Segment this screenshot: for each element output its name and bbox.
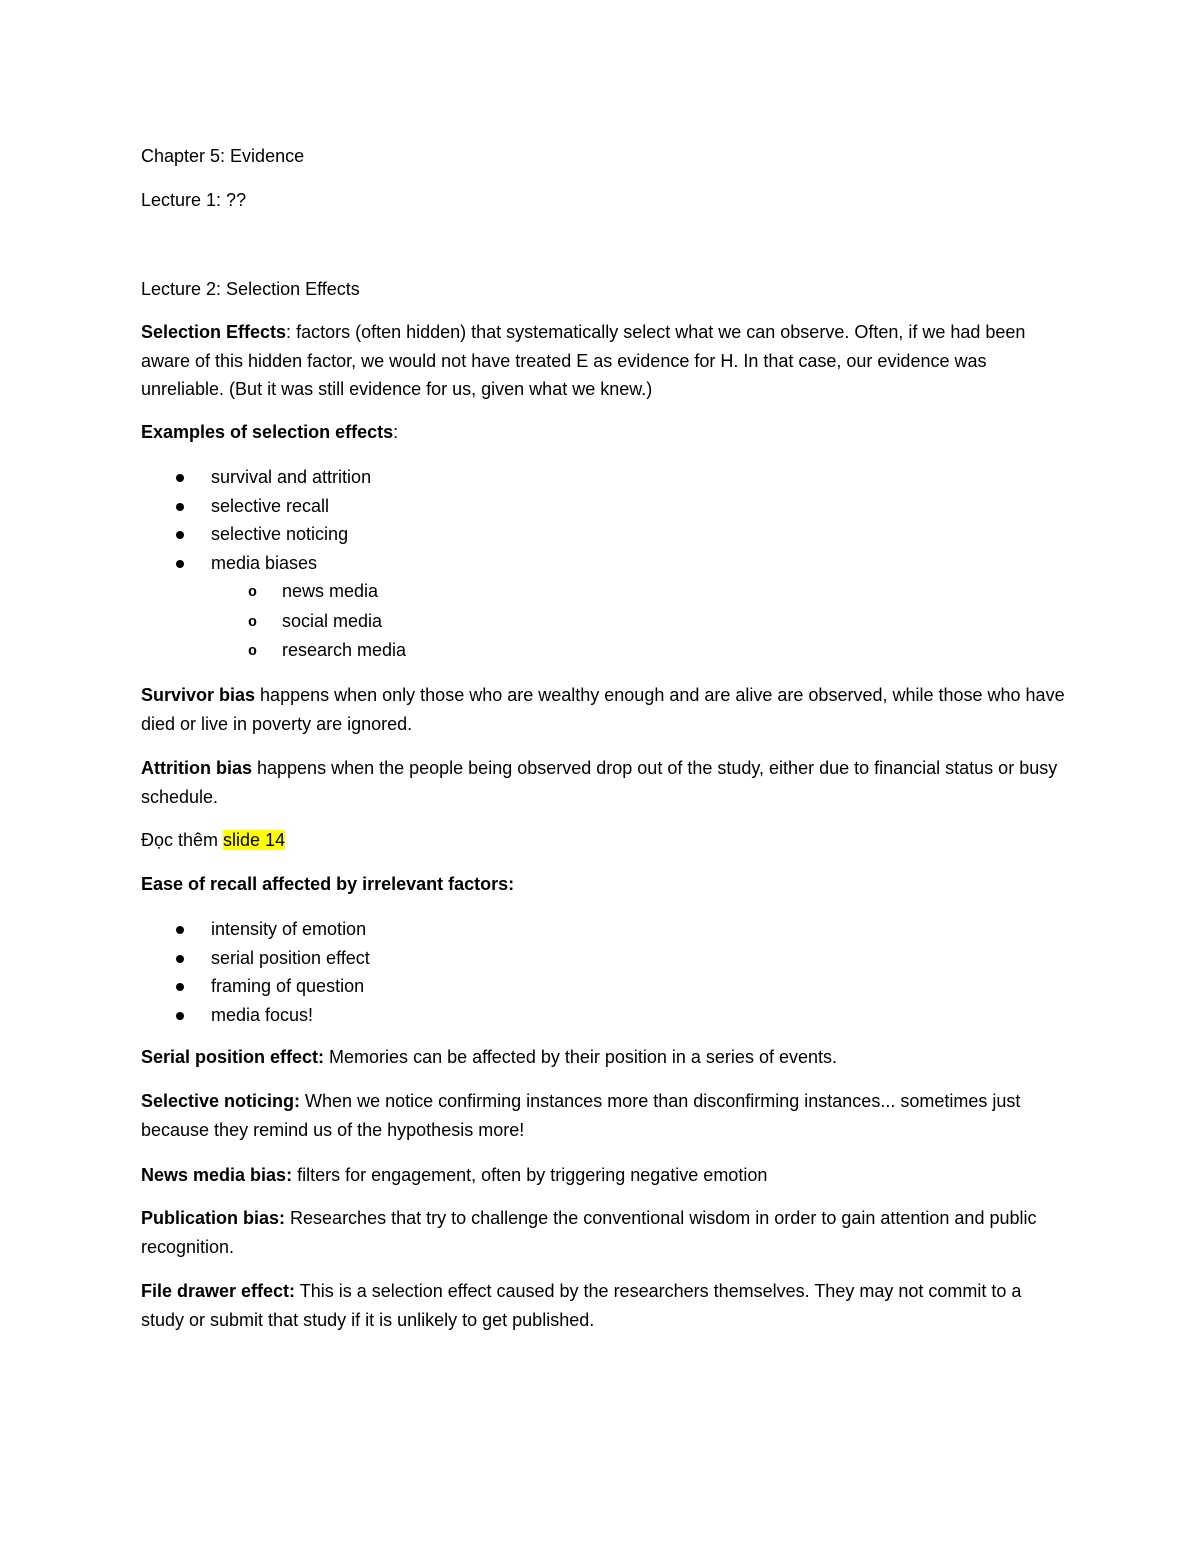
file-drawer-term: File drawer effect: (141, 1281, 296, 1301)
slide-reference-highlight: slide 14 (223, 830, 286, 850)
selection-effects-text: factors (often hidden) that systematically select what we can observe. Often, if we had been aware of this hidden factor, we would not have treated E as evidence for H. In that case, our evidence was unreliable. (But it was still evidence for us, given what we knew.) (141, 322, 1026, 399)
chapter-title: Chapter 5: Evidence (141, 146, 305, 166)
bullet-icon (176, 1012, 184, 1020)
list-item: intensity of emotion (141, 915, 370, 944)
circle-bullet-icon: o (248, 613, 258, 631)
list-item: selective recall (141, 492, 406, 521)
selective-noticing-term: Selective noticing: (141, 1091, 301, 1111)
attrition-bias-term: Attrition bias (141, 758, 252, 778)
list-item: selective noticing (141, 520, 406, 549)
serial-position-text: Memories can be affected by their position in a series of events. (324, 1047, 837, 1067)
list-item: media focus! (141, 1001, 370, 1030)
examples-heading (141, 420, 398, 444)
selective-noticing-text: When we notice confirming instances more than disconfirming instances... sometimes just because they remind us of the hypothesis more! (141, 1091, 1021, 1140)
attrition-bias-paragraph (141, 754, 1066, 811)
bullet-icon (176, 955, 184, 963)
read-more-line (141, 828, 285, 852)
news-media-bias-text: filters for engagement, often by triggering negative emotion (292, 1165, 768, 1185)
survivor-bias-text: happens when only those who are wealthy enough and are alive are observed, while those who have died or live in poverty are ignored. (141, 685, 1065, 734)
circle-bullet-icon: o (248, 643, 258, 660)
list-item: survival and attrition (141, 463, 406, 492)
attrition-bias-text: happens when the people being observed drop out of the study, either due to financial status or busy schedule. (141, 758, 1058, 807)
list-item: media biases (141, 549, 406, 578)
examples-heading-colon: : (393, 422, 399, 442)
bullet-icon (176, 531, 184, 539)
file-drawer-paragraph (141, 1277, 1066, 1334)
examples-heading-term: Examples of selection effects (141, 422, 394, 442)
sub-list-item: o social media (141, 607, 406, 637)
bullet-icon (176, 983, 184, 991)
publication-bias-term: Publication bias: (141, 1208, 286, 1228)
read-more-text: Đọc thêm (141, 830, 224, 850)
ease-of-recall-heading: Ease of recall affected by irrelevant factors: (141, 874, 515, 894)
file-drawer-text: This is a selection effect caused by the researchers themselves. They may not commit to a study or submit that study if it is unlikely to get published. (141, 1281, 1022, 1330)
bullet-icon (176, 474, 184, 482)
ease-of-recall-list (141, 915, 370, 1029)
bullet-icon (176, 560, 184, 568)
list-item: serial position effect (141, 944, 370, 973)
lecture-1-heading: Lecture 1: ?? (141, 190, 247, 210)
selective-noticing-paragraph (141, 1087, 1066, 1144)
serial-position-term: Serial position effect: (141, 1047, 325, 1067)
circle-bullet-icon: o (248, 584, 258, 601)
examples-list (141, 463, 406, 666)
list-item: framing of question (141, 972, 370, 1001)
survivor-bias-paragraph (141, 681, 1066, 738)
news-media-bias-term: News media bias: (141, 1165, 293, 1185)
survivor-bias-term: Survivor bias (141, 685, 256, 705)
serial-position-paragraph (141, 1043, 1066, 1072)
selection-effects-colon: : (286, 322, 292, 342)
bullet-icon (176, 926, 184, 934)
news-media-bias-paragraph (141, 1161, 1066, 1190)
sub-list-item: o news media (141, 577, 406, 607)
lecture-2-heading: Lecture 2: Selection Effects (141, 279, 360, 299)
bullet-icon (176, 503, 184, 511)
selection-effects-paragraph (141, 318, 1066, 404)
publication-bias-text: Researches that try to challenge the conventional wisdom in order to gain attention and public recognition. (141, 1208, 1037, 1257)
publication-bias-paragraph (141, 1204, 1066, 1261)
selection-effects-term: Selection Effects (141, 322, 287, 342)
sub-list-item: o research media (141, 636, 406, 666)
